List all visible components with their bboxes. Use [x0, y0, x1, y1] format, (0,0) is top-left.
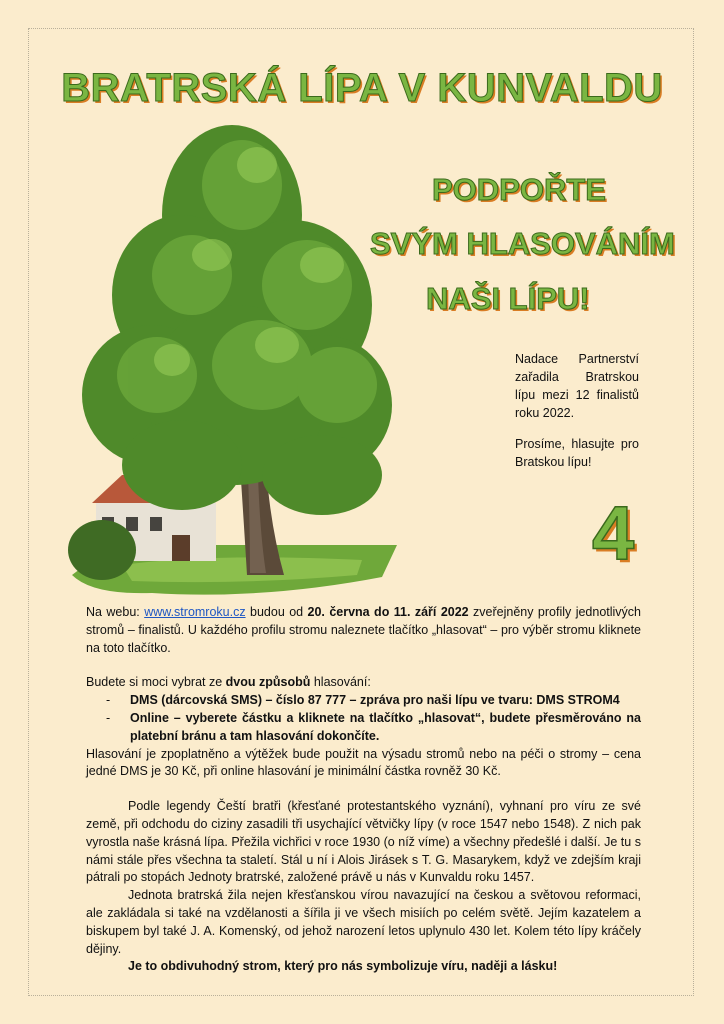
- text-span: Budete si moci vybrat ze: [86, 675, 226, 690]
- finalist-number: 4: [592, 491, 635, 576]
- text-span: budou od: [245, 605, 308, 619]
- legend-paragraph: Podle legendy Čeští bratři (křesťané protestantského vyznání), vyhnaní pro víru ze své země, při odchodu do ciziny zasadili tři usychající větvičky lípy (v roce 1547 nebo 1548). Z nich pak vyrostla naše krásná lípa. Přežila vichřici v roce 1930 (o níž víme) a všechny předešlé i další. Je tu s námi stále přes všechna ta staletí. Stál u ní i Alois Jirásek s T. G. Masarykem, když ve zdejším kraji pátrali po stopách Jednoty bratrské, založené právě u nás v Kunvaldu roku 1457.: [86, 799, 641, 885]
- appeal-line-3: NAŠI LÍPU!: [426, 281, 590, 316]
- vote-request-text: Prosíme, hlasujte pro Bratskou lípu!: [515, 437, 639, 469]
- unity-paragraph: Jednota bratrská žila nejen křesťanskou vírou navazující na českou a světovou reformaci, ale zakládala si také na vzdělanosti a šířila ji ve všech misiích po celém světě. Jejím kazatelem a biskupem byl také J. A. Komenský, od jehož narození letos uplynulo 430 let. Kolem této lípy kráčely dějiny.: [86, 888, 641, 956]
- closing-text: Je to obdivuhodný strom, který pro nás symbolizuje víru, naději a lásku!: [128, 959, 558, 974]
- list-item: - DMS (dárcovská SMS) – číslo 87 777 – zpráva pro naši lípu ve tvaru: DMS STROM4: [106, 692, 641, 710]
- voting-methods-intro: [86, 674, 641, 692]
- closing-paragraph: [86, 958, 641, 976]
- fee-paragraph: Hlasování je zpoplatněno a výtěžek bude použit na výsadu stromů nebo na péči o stromy – cena jedné DMS je 30 Kč, při online hlasování je minimální částka rovněž 30 Kč.: [86, 746, 641, 779]
- text-span: hlasování:: [310, 675, 371, 690]
- online-method: Online – vyberete částku a kliknete na tlačítko „hlasovat“, budete přesměrováno na platební bránu a tam hlasování dokončíte.: [130, 710, 641, 743]
- appeal-line-1: PODPOŘTE: [432, 172, 606, 207]
- linden-tree-photo: [62, 105, 397, 600]
- voting-dates: 20. června do 11. září 2022: [307, 605, 469, 619]
- finalist-note: [515, 350, 639, 484]
- dms-method: DMS (dárcovská SMS) – číslo 87 777 – zpráva pro naši lípu ve tvaru: DMS STROM4: [130, 693, 620, 708]
- appeal-line-2: SVÝM HLASOVÁNÍM: [370, 226, 675, 261]
- finalist-note-text: Nadace Partnerství zařadila Bratrskou lípu mezi 12 finalistů roku 2022.: [515, 352, 639, 420]
- two-methods-bold: dvou způsobů: [225, 675, 311, 690]
- text-span: Na webu:: [86, 605, 145, 619]
- text-span: zveřejněny profily jednotlivých stromů – finalistů. U každého profilu stromu naleznete tlačítko „hlasovat“ – pro výběr stromu kliknete na toto tlačítko.: [86, 605, 642, 655]
- stromroku-link[interactable]: www.stromroku.cz: [144, 605, 246, 619]
- web-info-paragraph: [86, 604, 641, 657]
- list-item: - Online – vyberete částku a kliknete na tlačítko „hlasovat“, budete přesměrováno na platební bránu a tam hlasování dokončíte.: [106, 710, 641, 746]
- main-text: [86, 604, 641, 976]
- page-title: BRATRSKÁ LÍPA V KUNVALDU: [61, 66, 663, 110]
